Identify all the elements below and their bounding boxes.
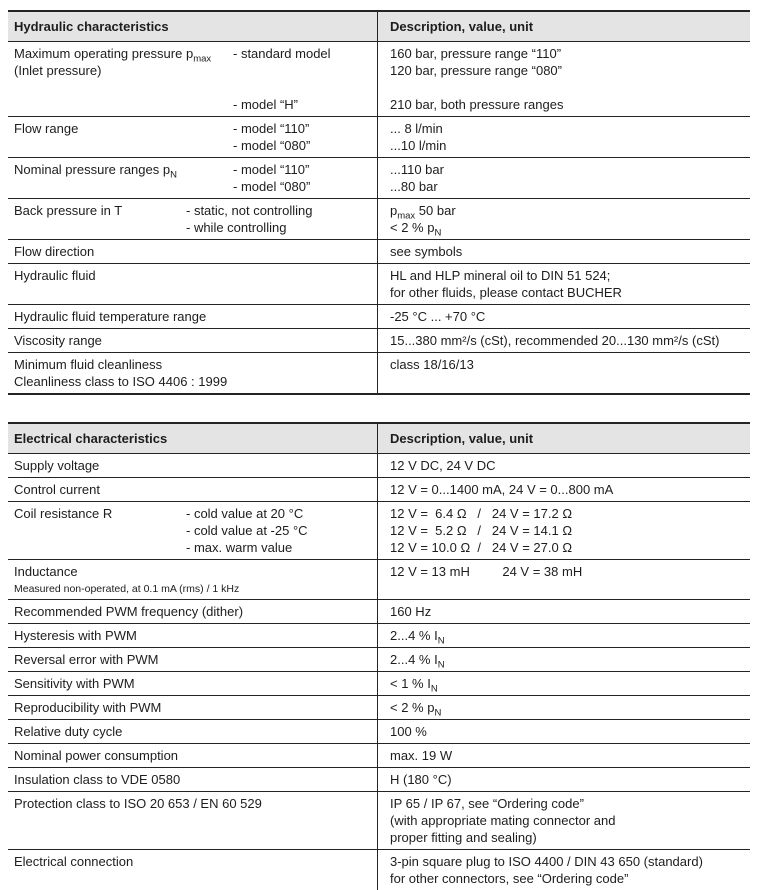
value-cell <box>378 158 750 198</box>
value-text: 2...4 % $I_N$ <box>390 652 445 671</box>
value-text: 160 bar, pressure range “110” <box>390 46 562 61</box>
table-row <box>8 696 750 720</box>
condition-label <box>233 62 331 79</box>
value-cell <box>378 696 750 719</box>
value-text: H (180 °C) <box>390 772 452 787</box>
value-text: for other connectors, see “Ordering code” <box>390 871 629 886</box>
table-row <box>8 454 750 478</box>
condition-column <box>186 202 312 236</box>
condition-label: - max. warm value <box>186 540 293 555</box>
parameter-cell <box>8 240 378 263</box>
condition-column <box>186 505 308 556</box>
parameter-cell <box>8 744 378 767</box>
table-header <box>8 424 750 454</box>
parameter-cell <box>8 264 378 304</box>
value-cell <box>378 600 750 623</box>
table-header <box>8 12 750 42</box>
value-cell <box>378 792 750 849</box>
value-cell <box>378 42 750 116</box>
table-row <box>8 502 750 560</box>
table-body <box>8 454 750 890</box>
value-cell <box>378 502 750 559</box>
value-text: proper fitting and sealing) <box>390 830 537 845</box>
parameter-label: Reproducibility with PWM <box>14 700 162 715</box>
value-cell <box>378 648 750 671</box>
value-cell <box>378 117 750 157</box>
value-text: HL and HLP mineral oil to DIN 51 524; <box>390 268 611 283</box>
parameter-cell <box>8 672 378 695</box>
value-cell <box>378 478 750 501</box>
parameter-label: Supply voltage <box>14 458 100 473</box>
value-cell <box>378 672 750 695</box>
parameter-cell <box>8 454 378 477</box>
parameter-cell <box>8 353 378 393</box>
parameter-label: Viscosity range <box>14 333 102 348</box>
parameter-label: Cleanliness class to ISO 4406 : 1999 <box>14 374 228 389</box>
value-text: 160 Hz <box>390 604 432 619</box>
table-row <box>8 768 750 792</box>
parameter-cell <box>8 720 378 743</box>
parameter-label: Coil resistance R <box>14 506 113 521</box>
table-row <box>8 353 750 393</box>
value-text: ...110 bar <box>390 162 444 177</box>
value-text: 12 V = 5.2 Ω / 24 V = 14.1 Ω <box>390 523 573 538</box>
parameter-label: Nominal pressure ranges $p_N$ <box>14 162 177 181</box>
condition-label: - cold value at 20 °C <box>186 506 304 521</box>
value-text: class 18/16/13 <box>390 357 474 372</box>
value-text: 12 V DC, 24 V DC <box>390 458 496 473</box>
parameter-cell <box>8 768 378 791</box>
parameter-cell <box>8 850 378 890</box>
value-text: 12 V = 13 mH 24 V = 38 mH <box>390 564 583 579</box>
hydraulic-characteristics-table <box>8 10 750 395</box>
table-row <box>8 117 750 158</box>
parameter-label: Minimum fluid cleanliness <box>14 357 163 372</box>
condition-label: - model “110” <box>233 121 310 136</box>
condition-column <box>233 45 331 113</box>
table-row <box>8 720 750 744</box>
parameter-label: Inductance <box>14 564 78 579</box>
parameter-cell <box>8 117 378 157</box>
value-cell <box>378 560 750 599</box>
value-cell <box>378 264 750 304</box>
parameter-cell <box>8 502 378 559</box>
value-text: 12 V = 0...1400 mA, 24 V = 0...800 mA <box>390 482 614 497</box>
parameter-label: Hydraulic fluid temperature range <box>14 309 207 324</box>
condition-label: - static, not controlling <box>186 203 313 218</box>
value-text: < 2 % $p_N$ <box>390 700 442 719</box>
parameter-label: Back pressure in T <box>14 203 123 218</box>
value-text: -25 °C ... +70 °C <box>390 309 486 324</box>
parameter-label: Hydraulic fluid <box>14 268 96 283</box>
parameter-cell <box>8 305 378 328</box>
table-row <box>8 199 750 240</box>
value-text: 3-pin square plug to ISO 4400 / DIN 43 650 (standard) <box>390 854 703 869</box>
value-cell <box>378 454 750 477</box>
parameter-label: Control current <box>14 482 100 497</box>
table-row <box>8 744 750 768</box>
table-body <box>8 42 750 393</box>
value-text: 100 % <box>390 724 427 739</box>
table-row <box>8 305 750 329</box>
condition-column <box>233 120 310 154</box>
parameter-note: Measured non-operated, at 0.1 mA (rms) / 1 kHz <box>14 583 240 595</box>
parameter-cell <box>8 42 378 116</box>
parameter-label: Flow range <box>14 121 79 136</box>
electrical-characteristics-table <box>8 422 750 890</box>
table-row <box>8 600 750 624</box>
table-header-title: Hydraulic characteristics <box>8 12 378 41</box>
parameter-label: Reversal error with PWM <box>14 652 159 667</box>
value-text: ...10 l/min <box>390 138 447 153</box>
table-row <box>8 264 750 305</box>
value-text: 12 V = 6.4 Ω / 24 V = 17.2 Ω <box>390 506 573 521</box>
parameter-cell <box>8 158 378 198</box>
table-row <box>8 850 750 890</box>
condition-label: - while controlling <box>186 220 287 235</box>
value-text: max. 19 W <box>390 748 453 763</box>
table-row <box>8 478 750 502</box>
value-text <box>390 79 750 96</box>
condition-label: - model “080” <box>233 138 311 153</box>
parameter-cell <box>8 329 378 352</box>
table-row <box>8 792 750 850</box>
parameter-label: Maximum operating pressure $p_{max}$ <box>14 46 212 65</box>
parameter-label: Protection class to ISO 20 653 / EN 60 529 <box>14 796 262 811</box>
condition-label: - model “080” <box>233 179 311 194</box>
value-text: < 1 % $I_N$ <box>390 676 438 695</box>
parameter-cell <box>8 600 378 623</box>
table-row <box>8 158 750 199</box>
value-text: for other fluids, please contact BUCHER <box>390 285 622 300</box>
parameter-cell <box>8 478 378 501</box>
value-text: ... 8 l/min <box>390 121 443 136</box>
table-header-description: Description, value, unit <box>390 431 534 446</box>
table-row <box>8 648 750 672</box>
table-row <box>8 329 750 353</box>
parameter-label: Nominal power consumption <box>14 748 179 763</box>
condition-label: - standard model <box>233 46 331 61</box>
value-cell <box>378 240 750 263</box>
parameter-label: Recommended PWM frequency (dither) <box>14 604 244 619</box>
value-text: IP 65 / IP 67, see “Ordering code” <box>390 796 584 811</box>
value-text: (with appropriate mating connector and <box>390 813 616 828</box>
value-cell <box>378 305 750 328</box>
condition-label: - model “110” <box>233 162 310 177</box>
value-text: 15...380 mm²/s (cSt), recommended 20...130 mm²/s (cSt) <box>390 333 720 348</box>
table-row <box>8 672 750 696</box>
parameter-cell <box>8 624 378 647</box>
parameter-label: Insulation class to VDE 0580 <box>14 772 181 787</box>
value-text: ...80 bar <box>390 179 438 194</box>
value-cell <box>378 768 750 791</box>
table-row <box>8 42 750 117</box>
value-text: $p_{max}$ 50 bar <box>390 203 456 222</box>
table-header-title: Electrical characteristics <box>8 424 378 453</box>
condition-label: - cold value at -25 °C <box>186 523 308 538</box>
parameter-cell <box>8 199 378 239</box>
parameter-label: (Inlet pressure) <box>14 63 102 78</box>
value-text: 2...4 % $I_N$ <box>390 628 445 647</box>
value-cell <box>378 720 750 743</box>
value-text: 12 V = 10.0 Ω / 24 V = 27.0 Ω <box>390 540 573 555</box>
parameter-cell <box>8 648 378 671</box>
value-cell <box>378 744 750 767</box>
value-text: < 2 % $p_N$ <box>390 220 442 239</box>
condition-label <box>233 79 331 96</box>
value-cell <box>378 353 750 393</box>
condition-label: - model “H” <box>233 97 299 112</box>
parameter-label: Flow direction <box>14 244 95 259</box>
value-text: 120 bar, pressure range “080” <box>390 63 562 78</box>
value-text: 210 bar, both pressure ranges <box>390 97 564 112</box>
value-cell <box>378 199 750 239</box>
table-row <box>8 560 750 600</box>
parameter-label: Relative duty cycle <box>14 724 123 739</box>
condition-column <box>233 161 310 195</box>
parameter-label: Sensitivity with PWM <box>14 676 135 691</box>
value-text: see symbols <box>390 244 463 259</box>
parameter-cell <box>8 560 378 599</box>
table-row <box>8 624 750 648</box>
value-cell <box>378 329 750 352</box>
parameter-cell <box>8 696 378 719</box>
table-row <box>8 240 750 264</box>
value-cell <box>378 624 750 647</box>
parameter-label: Electrical connection <box>14 854 134 869</box>
parameter-label: Hysteresis with PWM <box>14 628 137 643</box>
parameter-cell <box>8 792 378 849</box>
table-header-description: Description, value, unit <box>390 19 534 34</box>
value-cell <box>378 850 750 890</box>
